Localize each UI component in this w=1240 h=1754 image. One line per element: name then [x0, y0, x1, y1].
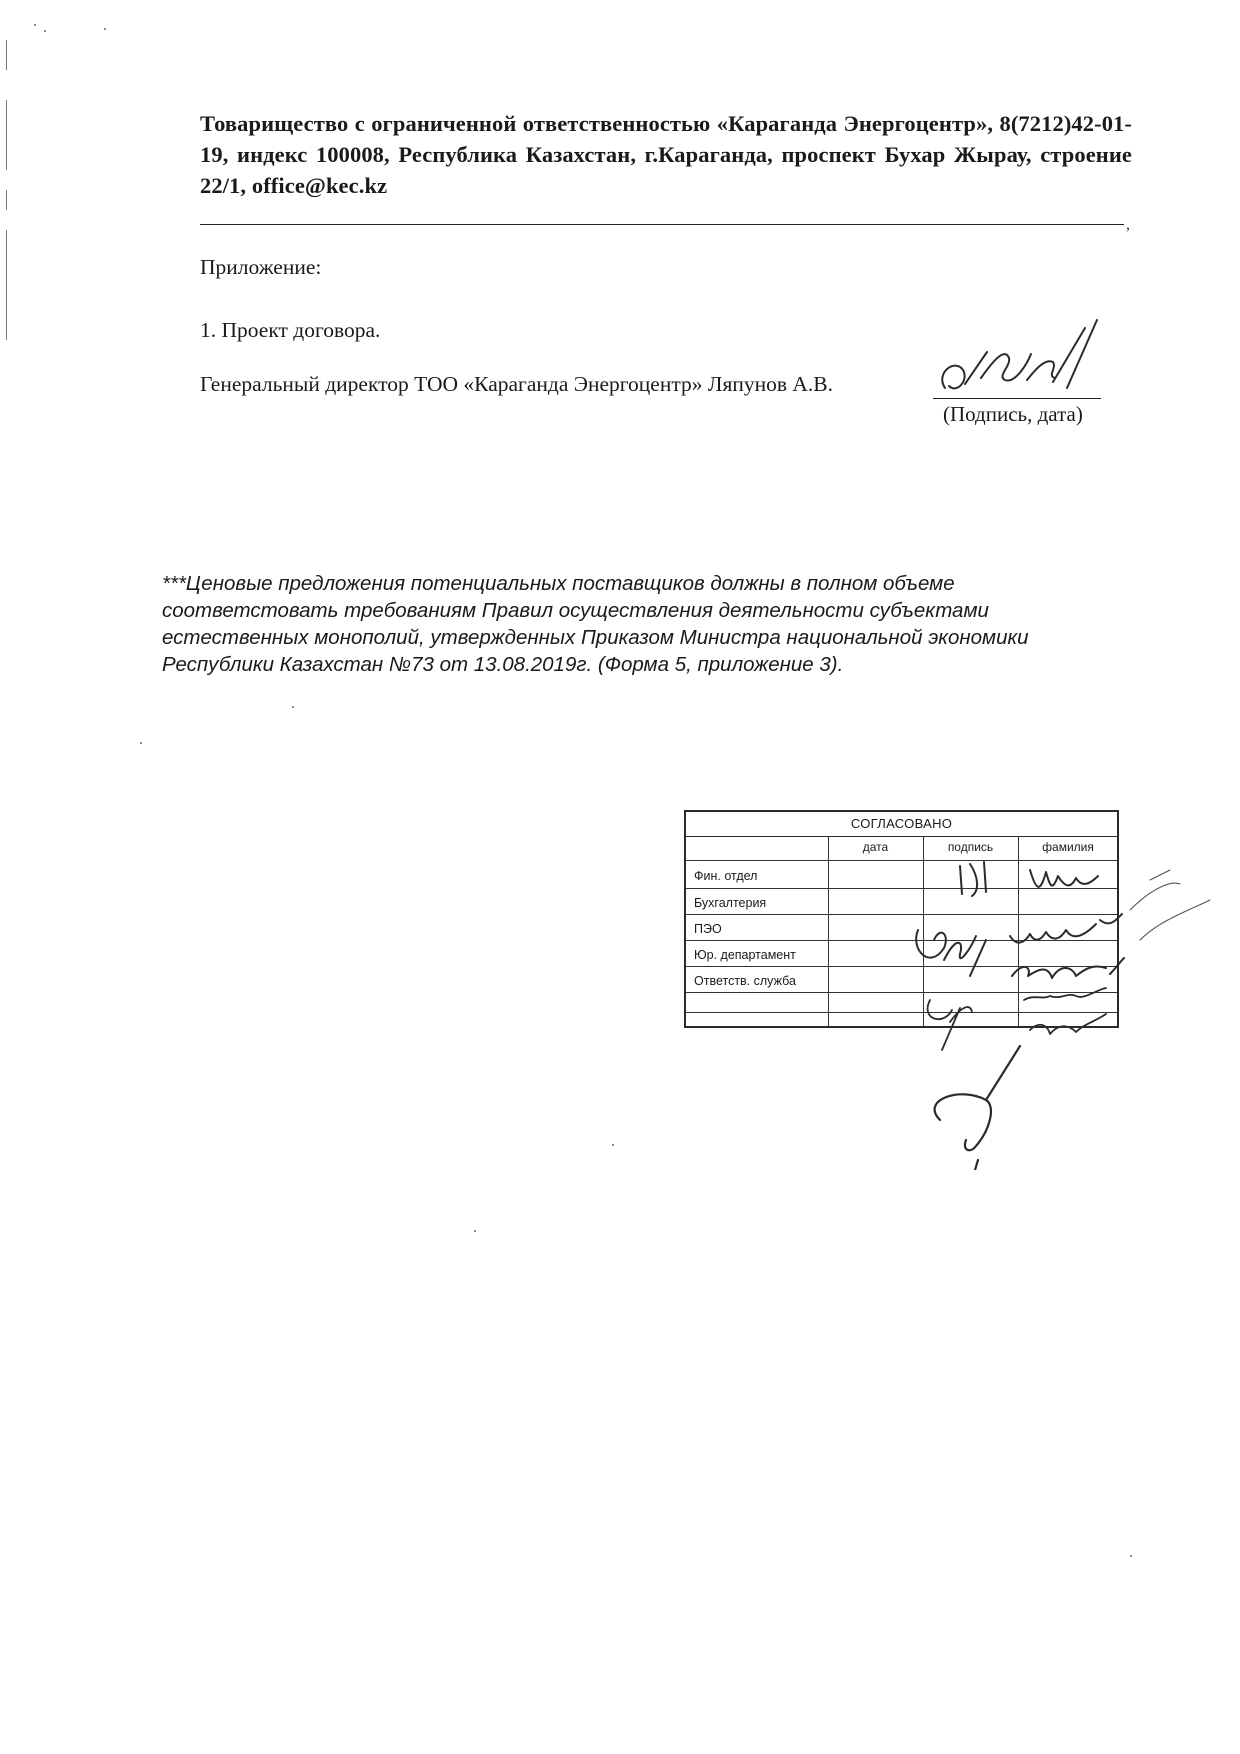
director-signature-line: Генеральный директор ТОО «Караганда Энергоцентр» Ляпунов А.В. [200, 372, 834, 396]
stamp-row-finance: Фин. отдел [694, 869, 758, 883]
stamp-row-peo: ПЭО [694, 922, 722, 936]
stamp-col-surname: фамилия [1042, 840, 1094, 854]
attachment-title: Приложение: [200, 255, 322, 279]
pricing-note: ***Ценовые предложения потенциальных поставщиков должны в полном объеме соответстовать требованиям Правил осуществления деятельности субъектами естественных монополий, утвержденных Приказом Министра национальной экономики Республики Казахстан №73 от 13.08.2019г. (Форма 5, приложение 3). [162, 572, 1029, 676]
header-divider [200, 224, 1124, 225]
divider-mark: , [1126, 216, 1130, 233]
stamp-title: СОГЛАСОВАНО [686, 812, 1117, 837]
stamp-col-signature: подпись [947, 840, 994, 854]
attachment-item: 1. Проект договора. [200, 318, 381, 342]
company-header: Товарищество с ограниченной ответственностью «Караганда Энергоцентр», 8(7212)42-01-19, индекс 100008, Республика Казахстан, г.Караганда, проспект Бухар Жырау, строение 22/1, office@kec.kz [200, 111, 1132, 198]
stamp-row-legal: Юр. департамент [694, 948, 796, 962]
signature-caption: (Подпись, дата) [943, 402, 1083, 426]
stamp-signatures-icon [900, 850, 1220, 1170]
director-signature-icon [935, 318, 1105, 408]
stamp-col-date: дата [862, 840, 889, 854]
stamp-row-accounting: Бухгалтерия [694, 896, 767, 910]
stamp-row-responsible: Ответств. служба [694, 974, 796, 988]
scan-edge-marks [6, 40, 10, 360]
